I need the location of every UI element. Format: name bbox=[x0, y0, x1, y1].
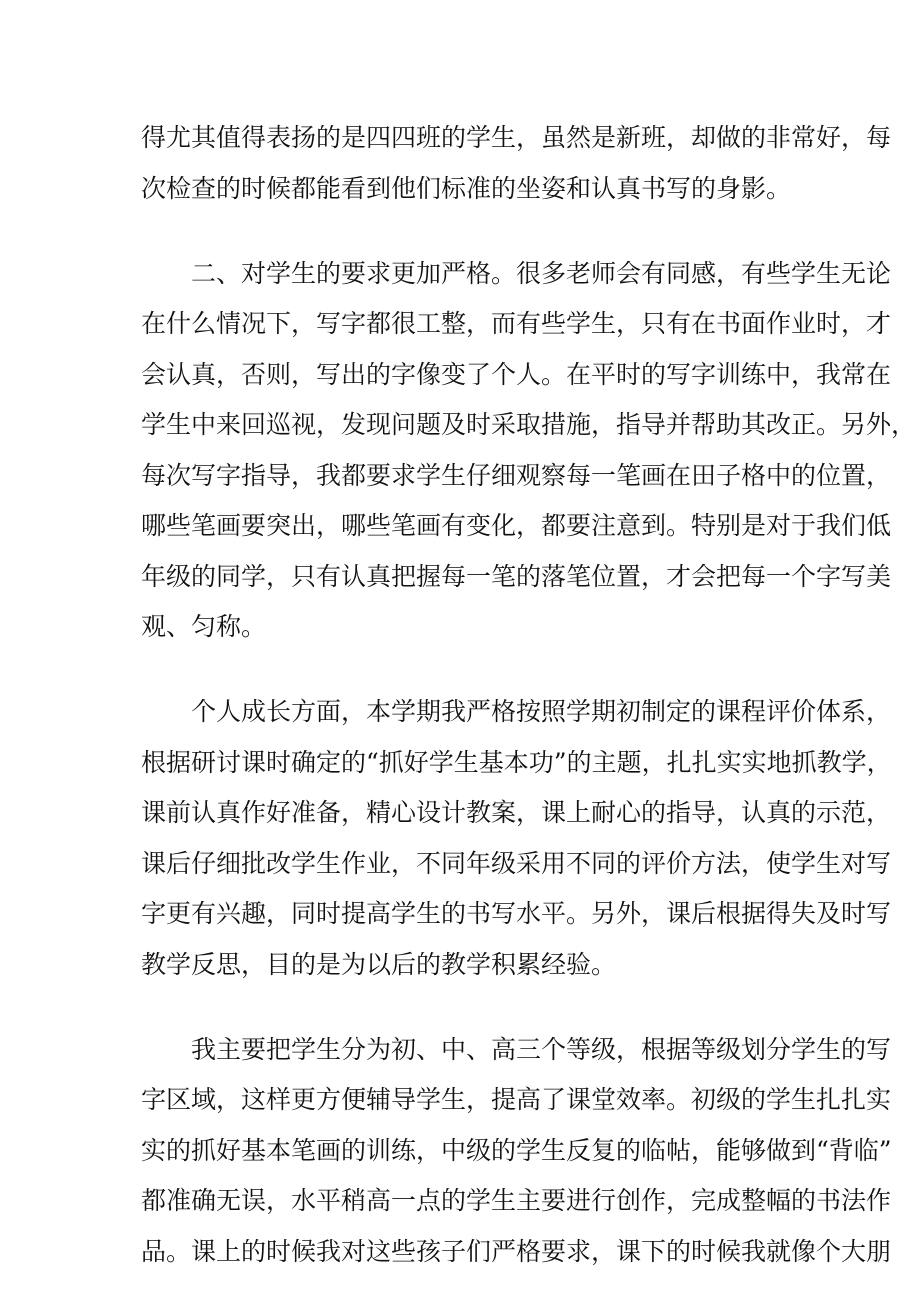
paragraph-gap bbox=[141, 990, 781, 1025]
text-line: 次检查的时候都能看到他们标准的坐姿和认真书写的身影。 bbox=[141, 173, 792, 203]
text-line: 课前认真作好准备，精心设计教案，课上耐心的指导，认真的示范， bbox=[141, 798, 892, 827]
text-line: 字更有兴趣，同时提高学生的书写水平。另外，课后根据得失及时写 bbox=[141, 899, 892, 928]
text-line: 实的抓好基本笔画的训练，中级的学生反复的临帖，能够做到“背临” bbox=[141, 1135, 892, 1165]
text-line: 我主要把学生分为初、中、高三个等级，根据等级划分学生的写 bbox=[141, 1034, 892, 1064]
paragraph-praise-class bbox=[141, 113, 892, 214]
paragraph-strict-requirements bbox=[141, 249, 917, 653]
text-line: 会认真，否则，写出的字像变了个人。在平时的写字训练中，我常在 bbox=[141, 359, 892, 389]
paragraph-gap bbox=[141, 214, 781, 249]
text-line: 课后仔细批改学生作业，不同年级采用不同的评价方法，使学生对写 bbox=[141, 848, 892, 878]
text-line: 品。课上的时候我对这些孩子们严格要求，课下的时候我就像个大朋 bbox=[141, 1236, 892, 1266]
text-line: 字区域，这样更方便辅导学生，提高了课堂效率。初级的学生扎扎实 bbox=[141, 1085, 892, 1114]
text-line: 得尤其值得表扬的是四四班的学生，虽然是新班，却做的非常好，每 bbox=[141, 123, 892, 152]
text-line: 在什么情况下，写字都很工整，而有些学生，只有在书面作业时，才 bbox=[141, 309, 892, 338]
text-line: 教学反思，目的是为以后的教学积累经验。 bbox=[141, 949, 617, 979]
text-line: 都准确无误，水平稍高一点的学生主要进行创作，完成整幅的书法作 bbox=[141, 1186, 892, 1215]
text-line: 每次写字指导，我都要求学生仔细观察每一笔画在田子格中的位置， bbox=[141, 460, 892, 490]
text-line: 观、匀称。 bbox=[141, 612, 267, 641]
document-body bbox=[141, 113, 917, 1277]
text-line: 年级的同学，只有认真把握每一笔的落笔位置，才会把每一个字写美 bbox=[141, 561, 892, 591]
text-line: 根据研讨课时确定的“抓好学生基本功”的主题，扎扎实实地抓教学， bbox=[141, 747, 892, 777]
text-line: 二、对学生的要求更加严格。很多老师会有同感，有些学生无论 bbox=[141, 258, 892, 288]
paragraph-gap bbox=[141, 653, 781, 688]
text-line: 哪些笔画要突出，哪些笔画有变化，都要注意到。特别是对于我们低 bbox=[141, 511, 892, 540]
paragraph-student-levels bbox=[141, 1025, 892, 1278]
paragraph-personal-growth bbox=[141, 687, 892, 990]
text-line: 个人成长方面，本学期我严格按照学期初制定的课程评价体系， bbox=[141, 697, 892, 726]
text-line: 学生中来回巡视，发现问题及时采取措施，指导并帮助其改正。另外， bbox=[141, 410, 917, 439]
